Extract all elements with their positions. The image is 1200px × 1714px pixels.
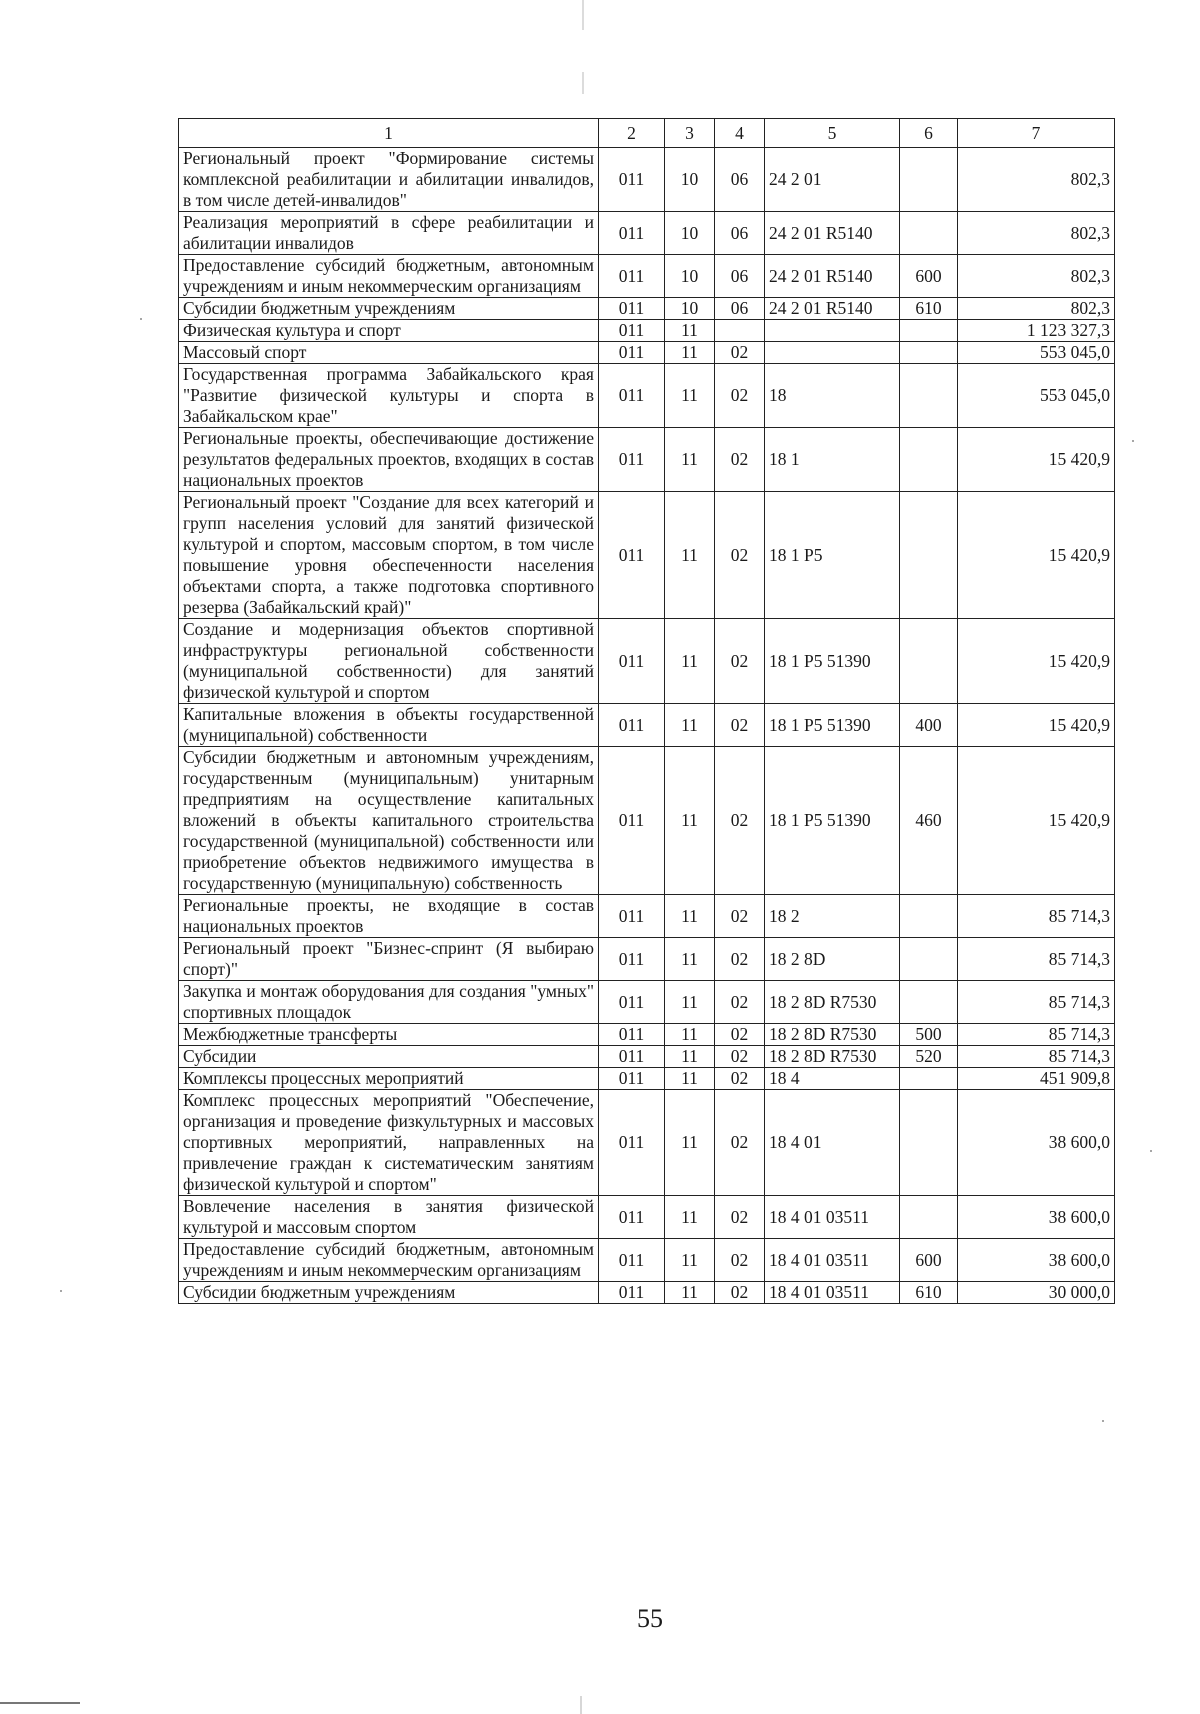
- cell-admin-code: 011: [599, 1196, 665, 1239]
- cell-expense-type: [900, 1068, 958, 1090]
- cell-section: 11: [665, 981, 715, 1024]
- cell-expense-type: 610: [900, 1282, 958, 1304]
- cell-target-article: 18 1 P5 51390: [765, 619, 900, 704]
- cell-section: 11: [665, 1196, 715, 1239]
- cell-expense-type: [900, 148, 958, 212]
- cell-expense-type: [900, 895, 958, 938]
- cell-name: Субсидии бюджетным учреждениям: [179, 298, 599, 320]
- cell-section: 11: [665, 342, 715, 364]
- cell-name: Создание и модернизация объектов спортивной инфраструктуры региональной собственности (муниципальной собственности) для занятий физической культурой и спортом: [179, 619, 599, 704]
- cell-subsection: 02: [715, 1239, 765, 1282]
- cell-section: 11: [665, 1024, 715, 1046]
- cell-name: Комплексы процессных мероприятий: [179, 1068, 599, 1090]
- cell-section: 10: [665, 255, 715, 298]
- cell-name: Предоставление субсидий бюджетным, автономным учреждениям и иным некоммерческим организациям: [179, 255, 599, 298]
- cell-section: 11: [665, 1068, 715, 1090]
- table-row: [179, 704, 1115, 747]
- cell-target-article: 24 2 01 R5140: [765, 255, 900, 298]
- cell-subsection: 02: [715, 1196, 765, 1239]
- cell-subsection: 02: [715, 1282, 765, 1304]
- cell-amount: 15 420,9: [958, 747, 1115, 895]
- cell-subsection: 02: [715, 1090, 765, 1196]
- cell-amount: 802,3: [958, 148, 1115, 212]
- cell-amount: 15 420,9: [958, 619, 1115, 704]
- table-row: [179, 342, 1115, 364]
- cell-admin-code: 011: [599, 298, 665, 320]
- cell-subsection: 02: [715, 619, 765, 704]
- cell-amount: 15 420,9: [958, 704, 1115, 747]
- table-row: [179, 747, 1115, 895]
- table-row: [179, 1090, 1115, 1196]
- cell-subsection: 02: [715, 981, 765, 1024]
- cell-expense-type: [900, 938, 958, 981]
- cell-target-article: 18 4 01 03511: [765, 1239, 900, 1282]
- table-row: [179, 1196, 1115, 1239]
- cell-subsection: 06: [715, 298, 765, 320]
- cell-expense-type: [900, 619, 958, 704]
- cell-subsection: 02: [715, 938, 765, 981]
- cell-expense-type: [900, 492, 958, 619]
- cell-section: 11: [665, 320, 715, 342]
- cell-expense-type: [900, 212, 958, 255]
- cell-expense-type: 500: [900, 1024, 958, 1046]
- cell-section: 11: [665, 1046, 715, 1068]
- table-body: [179, 148, 1115, 1304]
- cell-target-article: 24 2 01: [765, 148, 900, 212]
- cell-section: 10: [665, 212, 715, 255]
- table-row: [179, 428, 1115, 492]
- scan-artifact-rule: [0, 1702, 80, 1704]
- cell-subsection: 02: [715, 747, 765, 895]
- table-row: [179, 1046, 1115, 1068]
- table-row: [179, 320, 1115, 342]
- cell-amount: 15 420,9: [958, 428, 1115, 492]
- cell-target-article: 18 2 8D: [765, 938, 900, 981]
- cell-name: Субсидии бюджетным и автономным учреждениям, государственным (муниципальным) унитарным предприятиям на осуществление капитальных вложений в объекты капитального строительства государственной (муниципальной) собственности или приобретение объектов недвижимого имущества в государственную (муниципальную) собственность: [179, 747, 599, 895]
- cell-name: Региональные проекты, обеспечивающие достижение результатов федеральных проектов, входящих в состав национальных проектов: [179, 428, 599, 492]
- cell-section: 11: [665, 938, 715, 981]
- cell-amount: 85 714,3: [958, 938, 1115, 981]
- header-col-4: 4: [715, 119, 765, 148]
- cell-expense-type: [900, 981, 958, 1024]
- cell-expense-type: 600: [900, 1239, 958, 1282]
- header-row: [179, 119, 1115, 148]
- cell-amount: 85 714,3: [958, 895, 1115, 938]
- cell-target-article: 18 4 01 03511: [765, 1282, 900, 1304]
- scan-artifact-dot: [1102, 1420, 1104, 1422]
- cell-expense-type: [900, 428, 958, 492]
- cell-expense-type: [900, 320, 958, 342]
- table-row: [179, 255, 1115, 298]
- cell-subsection: 02: [715, 1024, 765, 1046]
- cell-target-article: 24 2 01 R5140: [765, 298, 900, 320]
- cell-expense-type: [900, 342, 958, 364]
- cell-amount: 802,3: [958, 298, 1115, 320]
- cell-section: 10: [665, 148, 715, 212]
- cell-target-article: 18 2 8D R7530: [765, 1046, 900, 1068]
- cell-expense-type: [900, 1196, 958, 1239]
- scan-artifact-dot: [1132, 440, 1134, 442]
- cell-section: 11: [665, 1090, 715, 1196]
- cell-amount: 1 123 327,3: [958, 320, 1115, 342]
- table-row: [179, 364, 1115, 428]
- cell-expense-type: 520: [900, 1046, 958, 1068]
- table-row: [179, 1239, 1115, 1282]
- cell-name: Массовый спорт: [179, 342, 599, 364]
- cell-name: Физическая культура и спорт: [179, 320, 599, 342]
- table-row: [179, 1068, 1115, 1090]
- cell-admin-code: 011: [599, 492, 665, 619]
- cell-target-article: 18 1 P5 51390: [765, 704, 900, 747]
- header-col-7: 7: [958, 119, 1115, 148]
- cell-target-article: 18 2 8D R7530: [765, 1024, 900, 1046]
- cell-expense-type: 460: [900, 747, 958, 895]
- cell-admin-code: 011: [599, 148, 665, 212]
- cell-section: 11: [665, 1239, 715, 1282]
- table-row: [179, 895, 1115, 938]
- cell-name: Региональный проект "Формирование системы комплексной реабилитации и абилитации инвалидов, в том числе детей-инвалидов": [179, 148, 599, 212]
- cell-target-article: 18 4 01: [765, 1090, 900, 1196]
- cell-amount: 30 000,0: [958, 1282, 1115, 1304]
- cell-admin-code: 011: [599, 255, 665, 298]
- table-header: [179, 119, 1115, 148]
- cell-amount: 553 045,0: [958, 342, 1115, 364]
- cell-section: 11: [665, 364, 715, 428]
- cell-name: Субсидии бюджетным учреждениям: [179, 1282, 599, 1304]
- table-row: [179, 298, 1115, 320]
- cell-admin-code: 011: [599, 1068, 665, 1090]
- cell-name: Капитальные вложения в объекты государственной (муниципальной) собственности: [179, 704, 599, 747]
- cell-subsection: 02: [715, 895, 765, 938]
- scan-artifact-dot: [60, 1290, 62, 1292]
- cell-amount: 802,3: [958, 212, 1115, 255]
- cell-admin-code: 011: [599, 342, 665, 364]
- cell-name: Закупка и монтаж оборудования для создания "умных" спортивных площадок: [179, 981, 599, 1024]
- cell-amount: 38 600,0: [958, 1196, 1115, 1239]
- cell-admin-code: 011: [599, 1024, 665, 1046]
- cell-section: 11: [665, 428, 715, 492]
- cell-target-article: 18 1 P5 51390: [765, 747, 900, 895]
- cell-admin-code: 011: [599, 981, 665, 1024]
- cell-expense-type: [900, 364, 958, 428]
- cell-target-article: 18 4: [765, 1068, 900, 1090]
- cell-subsection: 02: [715, 1068, 765, 1090]
- cell-subsection: 02: [715, 342, 765, 364]
- cell-section: 11: [665, 895, 715, 938]
- cell-subsection: 06: [715, 212, 765, 255]
- cell-target-article: 18 1: [765, 428, 900, 492]
- cell-target-article: [765, 320, 900, 342]
- table-row: [179, 619, 1115, 704]
- table-row: [179, 938, 1115, 981]
- cell-amount: 553 045,0: [958, 364, 1115, 428]
- cell-section: 11: [665, 619, 715, 704]
- cell-name: Реализация мероприятий в сфере реабилитации и абилитации инвалидов: [179, 212, 599, 255]
- header-col-6: 6: [900, 119, 958, 148]
- cell-section: 10: [665, 298, 715, 320]
- header-col-1: 1: [179, 119, 599, 148]
- cell-admin-code: 011: [599, 704, 665, 747]
- cell-target-article: 18 2 8D R7530: [765, 981, 900, 1024]
- page-number: 55: [637, 1604, 663, 1633]
- table-row: [179, 212, 1115, 255]
- table-row: [179, 981, 1115, 1024]
- cell-subsection: 02: [715, 1046, 765, 1068]
- cell-admin-code: 011: [599, 320, 665, 342]
- cell-name: Региональный проект "Бизнес-спринт (Я выбираю спорт)": [179, 938, 599, 981]
- cell-name: Субсидии: [179, 1046, 599, 1068]
- cell-amount: 802,3: [958, 255, 1115, 298]
- cell-subsection: 02: [715, 364, 765, 428]
- cell-section: 11: [665, 492, 715, 619]
- table-row: [179, 1024, 1115, 1046]
- cell-admin-code: 011: [599, 747, 665, 895]
- table-row: [179, 1282, 1115, 1304]
- cell-target-article: [765, 342, 900, 364]
- header-col-2: 2: [599, 119, 665, 148]
- cell-section: 11: [665, 704, 715, 747]
- scan-artifact-line: [582, 0, 584, 30]
- scan-artifact-dot: [1150, 1150, 1152, 1152]
- cell-admin-code: 011: [599, 212, 665, 255]
- cell-admin-code: 011: [599, 1282, 665, 1304]
- cell-subsection: 02: [715, 704, 765, 747]
- cell-target-article: 24 2 01 R5140: [765, 212, 900, 255]
- cell-target-article: 18 1 P5: [765, 492, 900, 619]
- cell-target-article: 18 4 01 03511: [765, 1196, 900, 1239]
- cell-amount: 15 420,9: [958, 492, 1115, 619]
- cell-admin-code: 011: [599, 619, 665, 704]
- cell-admin-code: 011: [599, 938, 665, 981]
- budget-table: [178, 118, 1115, 1304]
- cell-amount: 38 600,0: [958, 1090, 1115, 1196]
- cell-target-article: 18: [765, 364, 900, 428]
- cell-name: Предоставление субсидий бюджетным, автономным учреждениям и иным некоммерческим организациям: [179, 1239, 599, 1282]
- cell-target-article: 18 2: [765, 895, 900, 938]
- cell-subsection: 02: [715, 428, 765, 492]
- cell-amount: 38 600,0: [958, 1239, 1115, 1282]
- header-col-3: 3: [665, 119, 715, 148]
- cell-name: Межбюджетные трансферты: [179, 1024, 599, 1046]
- cell-expense-type: 610: [900, 298, 958, 320]
- cell-subsection: [715, 320, 765, 342]
- cell-admin-code: 011: [599, 1239, 665, 1282]
- cell-admin-code: 011: [599, 895, 665, 938]
- scan-artifact-line: [582, 72, 584, 94]
- cell-admin-code: 011: [599, 1046, 665, 1068]
- cell-expense-type: 600: [900, 255, 958, 298]
- table-row: [179, 492, 1115, 619]
- cell-admin-code: 011: [599, 428, 665, 492]
- cell-amount: 85 714,3: [958, 981, 1115, 1024]
- cell-expense-type: [900, 1090, 958, 1196]
- cell-section: 11: [665, 747, 715, 895]
- table-row: [179, 148, 1115, 212]
- cell-name: Вовлечение населения в занятия физической культурой и массовым спортом: [179, 1196, 599, 1239]
- cell-section: 11: [665, 1282, 715, 1304]
- cell-amount: 85 714,3: [958, 1046, 1115, 1068]
- cell-name: Комплекс процессных мероприятий "Обеспечение, организация и проведение физкультурных и массовых спортивных мероприятий, направленных на привлечение граждан к систематическим занятиям физической культурой и спортом": [179, 1090, 599, 1196]
- scan-artifact-line: [580, 1696, 582, 1714]
- cell-name: Региональные проекты, не входящие в состав национальных проектов: [179, 895, 599, 938]
- cell-amount: 451 909,8: [958, 1068, 1115, 1090]
- cell-subsection: 06: [715, 148, 765, 212]
- cell-subsection: 06: [715, 255, 765, 298]
- header-col-5: 5: [765, 119, 900, 148]
- cell-subsection: 02: [715, 492, 765, 619]
- cell-expense-type: 400: [900, 704, 958, 747]
- cell-name: Региональный проект "Создание для всех категорий и групп населения условий для занятий физической культурой и спортом, массовым спортом, в том числе повышение уровня обеспеченности населения объектами спорта, а также подготовка спортивного резерва (Забайкальский край)": [179, 492, 599, 619]
- cell-name: Государственная программа Забайкальского края "Развитие физической культуры и спорта в Забайкальском крае": [179, 364, 599, 428]
- cell-admin-code: 011: [599, 364, 665, 428]
- cell-amount: 85 714,3: [958, 1024, 1115, 1046]
- cell-admin-code: 011: [599, 1090, 665, 1196]
- scan-artifact-dot: [140, 318, 142, 320]
